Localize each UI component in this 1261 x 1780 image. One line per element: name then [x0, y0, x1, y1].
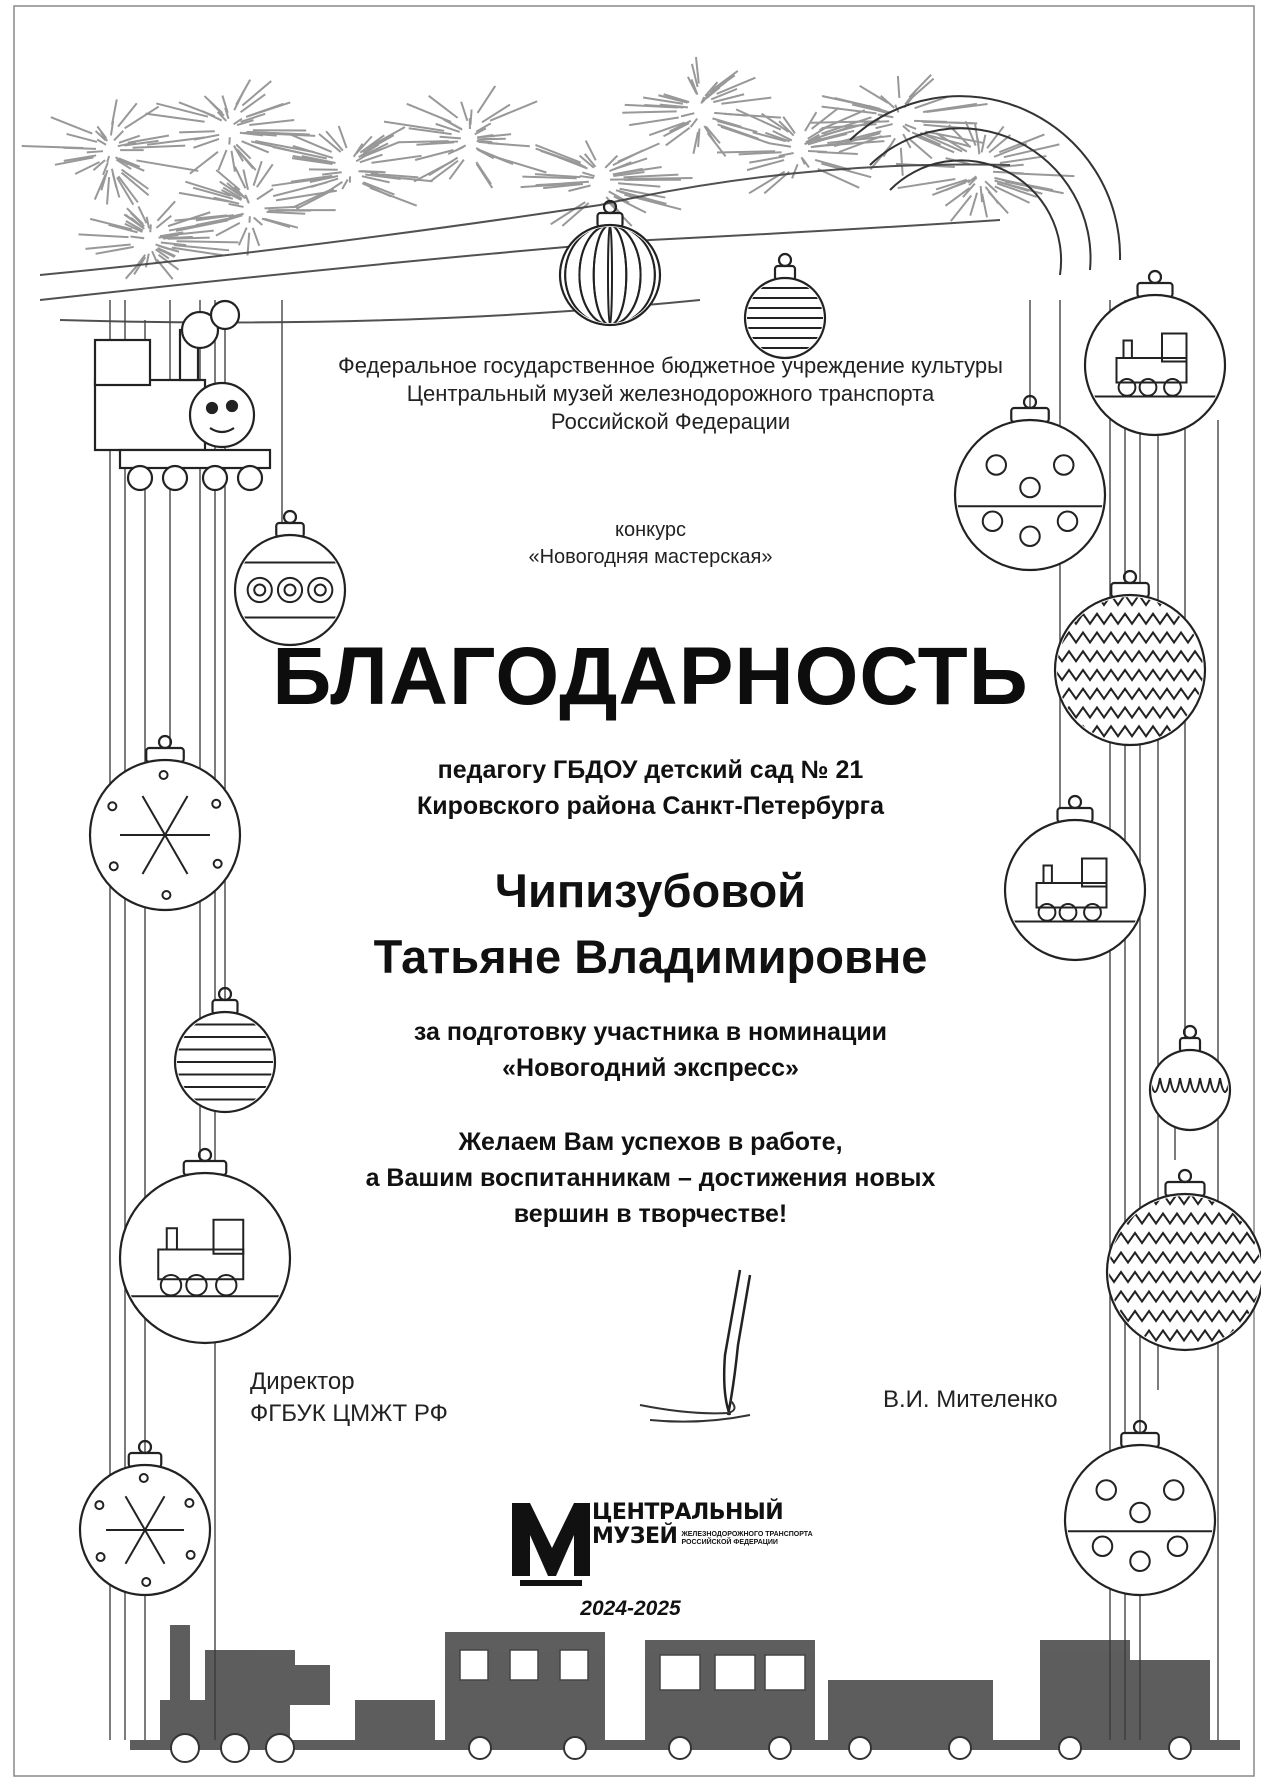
fir-needle [363, 182, 394, 194]
fir-needle [811, 121, 874, 122]
fir-needle [112, 99, 117, 124]
ornament-ball-icon [560, 201, 660, 325]
fir-needle [107, 177, 109, 204]
fir-needle [216, 223, 240, 236]
recipient-surname: Чипизубовой [494, 864, 807, 917]
fir-needle [229, 204, 244, 207]
museum-logo [592, 1501, 813, 1549]
fir-needle [470, 110, 471, 125]
organization-line: Федеральное государственное бюджетное учреждение культуры [338, 353, 1003, 378]
fir-needle [114, 131, 123, 141]
fir-needle [136, 160, 198, 170]
ornament-ball-icon [745, 254, 825, 358]
fir-needle [456, 145, 466, 150]
fir-needle [563, 182, 589, 184]
fir-needle [622, 111, 676, 112]
fir-needle [876, 124, 893, 128]
arc-decoration [850, 96, 1120, 275]
fir-needle [22, 146, 84, 148]
fir-needle [239, 228, 247, 246]
fir-needle [986, 187, 999, 204]
fir-needle [67, 134, 97, 142]
fir-needle [193, 139, 219, 148]
fir-needle [618, 183, 660, 186]
fir-needle [179, 131, 215, 132]
fir-needle [107, 156, 109, 162]
academic-years: 2024-2025 [580, 1597, 681, 1620]
fir-needle [231, 151, 234, 172]
fir-needle [477, 164, 493, 188]
fir-needle [125, 107, 159, 129]
fir-needle [145, 114, 204, 122]
fir-needle [264, 219, 297, 228]
fir-needle [805, 112, 816, 131]
fir-needle [399, 141, 449, 142]
fir-needle [717, 78, 756, 94]
fir-needle [234, 90, 244, 110]
fir-needle [898, 76, 899, 98]
fir-needle [87, 151, 103, 152]
director-organization: ФГБУК ЦМЖТ РФ [250, 1400, 448, 1427]
fir-needle [51, 117, 92, 133]
fir-needle [339, 126, 347, 148]
recipient-line: педагогу ГБДОУ детский сад № 21 [437, 756, 864, 784]
fir-needle [666, 128, 690, 146]
fir-needle [624, 195, 681, 210]
fir-needle [488, 143, 530, 146]
fir-needle [322, 172, 341, 174]
fir-needle [987, 126, 1004, 148]
contest-label: конкурс [614, 519, 686, 541]
fir-needle [710, 75, 734, 92]
fir-needle [926, 104, 987, 112]
fir-needles-icon [22, 57, 1075, 279]
fir-needle [362, 183, 391, 196]
fir-needle [152, 251, 157, 262]
fir-needle [770, 143, 791, 146]
logo-subtitle: РОССИЙСКОЙ ФЕДЕРАЦИИ [681, 1539, 778, 1546]
recipient-given-names: Татьяне Владимировне [373, 930, 928, 983]
fir-needle [177, 241, 239, 242]
signer-name: В.И. Мителенко [883, 1386, 1058, 1413]
fir-needle [568, 185, 590, 190]
fir-needle [161, 243, 186, 246]
fir-needle [822, 96, 877, 108]
fir-needle [792, 164, 798, 178]
fir-needle [342, 180, 347, 190]
fir-needle [909, 75, 931, 98]
fir-needle [249, 120, 294, 125]
fir-branch-icon [40, 165, 1010, 323]
fir-needle [812, 108, 839, 129]
recipient-institution [20, 752, 1261, 824]
museum-logo-icon [512, 1503, 590, 1586]
nomination-name: «Новогодний экспресс» [502, 1054, 799, 1082]
fir-needle [629, 118, 679, 126]
director-position [250, 1366, 448, 1430]
fir-needle [150, 224, 151, 232]
award-reason [20, 1014, 1261, 1086]
wish-text [20, 1124, 1261, 1232]
fir-needle [736, 109, 781, 129]
fir-needle [254, 217, 263, 224]
fir-needle [714, 113, 747, 116]
contest-name: «Новогодняя мастерская» [528, 546, 773, 568]
organization-name [0, 352, 1261, 436]
recipient-name [20, 858, 1261, 990]
organization-line: Центральный музей железнодорожного транспорта [406, 381, 935, 406]
fir-needle [981, 186, 982, 202]
fir-needle [815, 160, 850, 170]
fir-needle [982, 194, 987, 218]
director-title: Директор [250, 1368, 355, 1395]
fir-needle [978, 139, 980, 155]
fir-needle [481, 139, 506, 140]
fir-needle [440, 137, 461, 139]
fir-needle [133, 146, 186, 148]
reason-line: за подготовку участника в номинации [413, 1018, 888, 1046]
fir-needle [881, 96, 894, 108]
fir-needle [966, 121, 976, 145]
fir-needle [158, 201, 176, 220]
contest-block [20, 517, 1261, 571]
logo-word-museum: МУЗЕЙ [592, 1524, 678, 1549]
fir-needle [257, 189, 273, 200]
fir-needle [698, 129, 699, 148]
fir-needle [267, 212, 306, 214]
fir-needle [210, 101, 224, 115]
fir-needle [218, 150, 226, 170]
fir-needle [811, 144, 836, 147]
handwritten-signature [630, 1265, 800, 1435]
logo-subtitle: ЖЕЛЕЗНОДОРОЖНОГО ТРАНСПОРТА [681, 1531, 813, 1538]
ornament-ball-icon [1065, 1421, 1215, 1595]
wish-line: вершин в творчестве! [513, 1200, 788, 1228]
fir-needle [416, 142, 454, 144]
fir-needle [478, 86, 496, 113]
fir-needle [490, 101, 537, 120]
organization-line: Российской Федерации [550, 409, 791, 434]
fir-needle [1008, 173, 1074, 176]
fir-needle [214, 198, 239, 204]
fir-needle [146, 254, 149, 268]
certificate-title: БЛАГОДАРНОСТЬ [272, 631, 1029, 722]
fir-needle [535, 145, 580, 163]
fir-needle [691, 119, 698, 128]
fir-needle [779, 153, 794, 156]
fir-needle [582, 172, 594, 176]
ornament-ball-icon [80, 1441, 210, 1595]
fir-needle [79, 234, 129, 237]
fir-needle [860, 86, 888, 103]
fir-needle [476, 148, 490, 156]
fir-needle [461, 102, 467, 121]
fir-needle [914, 121, 947, 122]
wish-line: а Вашим воспитанникам – достижения новых [365, 1164, 936, 1192]
fir-needle [536, 149, 581, 165]
fir-needle [808, 151, 827, 152]
fir-needle [901, 148, 903, 176]
fir-needle [477, 141, 493, 142]
logo-word-central: ЦЕНТРАЛЬНЫЙ [592, 1500, 784, 1525]
fir-needle [624, 175, 679, 178]
fir-needle [358, 171, 378, 172]
fir-needle [130, 236, 144, 238]
fir-needle [701, 97, 704, 104]
fir-needle [605, 156, 617, 168]
fir-needle [253, 228, 259, 246]
fir-needle [190, 152, 218, 174]
wish-line: Желаем Вам успехов в работе, [458, 1128, 843, 1156]
fir-needle [693, 132, 698, 154]
recipient-line: Кировского района Санкт-Петербурга [416, 792, 885, 820]
fir-needle [681, 113, 694, 116]
